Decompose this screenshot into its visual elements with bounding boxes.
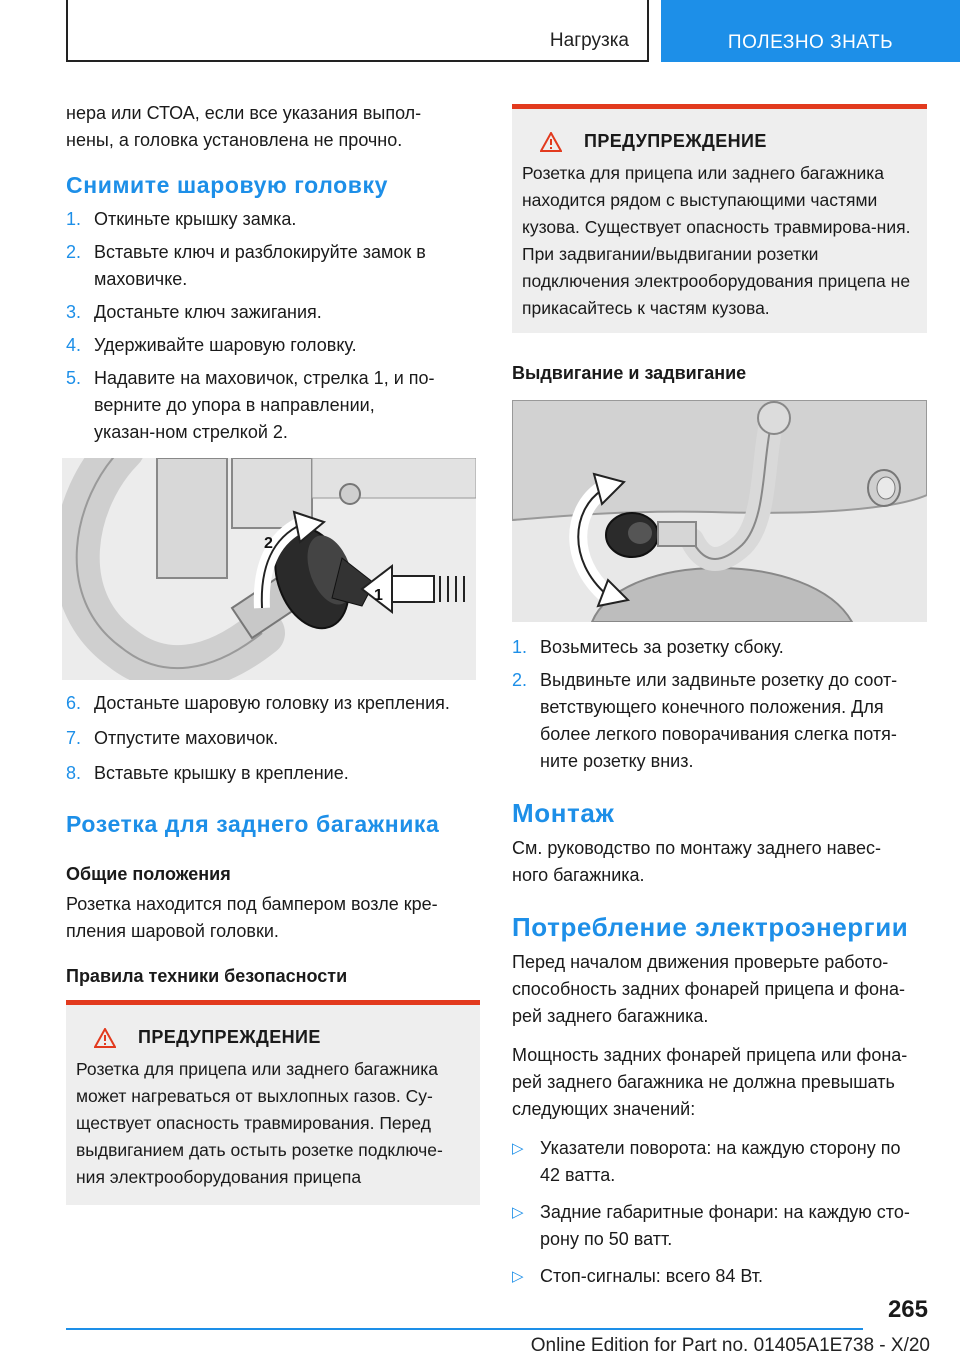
right-column-bottom (512, 634, 927, 1300)
ball-head-figure (62, 458, 476, 680)
list-item: 8. Вставьте крышку в крепление. (66, 763, 349, 783)
list-item: 3. Достаньте ключ зажигания. (66, 302, 322, 322)
mount-heading: Монтаж (512, 798, 615, 828)
ball-head-illustration (62, 458, 476, 680)
mount-text: См. руководство по монтажу заднего навес-ного багажника. (512, 838, 881, 885)
warning-box-right (512, 104, 927, 333)
header-section-box (66, 0, 649, 62)
left-column-top (66, 100, 478, 446)
list-item: 5. Надавите на маховичок, стрелка 1, и по-верните до упора в направлении, указан-ном стрелкой 2. (66, 368, 435, 442)
steps-list-b (66, 690, 478, 787)
general-heading: Общие положения (66, 864, 231, 884)
warning-body: Розетка для прицепа или заднего багажника находится рядом с выступающими частями кузова. Существует опасность травмирова-ния. При задвигании/выдвигании розетки подключения электрооборудования прицепа не прикасайтесь к частям кузова. (522, 163, 911, 318)
header-chapter-tab[interactable] (661, 0, 960, 62)
warning-triangle-icon (94, 1028, 116, 1048)
footer-divider (66, 1328, 863, 1330)
list-item: 4. Удерживайте шаровую головку. (66, 335, 357, 355)
warning-body: Розетка для прицепа или заднего багажника может нагреваться от выхлопных газов. Су-ществует опасность травмирования. Перед выдвиганием дать остыть розетке подключе-ния электрооборудования прицепа (76, 1059, 443, 1187)
general-text: Розетка находится под бампером возле кре-пления шаровой головки. (66, 894, 438, 941)
list-item: 7. Отпустите маховичок. (66, 728, 279, 748)
list-item: 1. Возьмитесь за розетку сбоку. (512, 637, 784, 657)
list-item: ▷ Стоп-сигналы: всего 84 Вт. (512, 1263, 927, 1290)
extend-heading: Выдвигание и задвигание (512, 363, 747, 383)
remove-heading: Снимите шаровую головку (66, 172, 389, 198)
footer-edition: Online Edition for Part no. 01405A1E738 - X/20 (530, 1335, 930, 1356)
warning-triangle-icon (540, 132, 562, 152)
steps-list-right (512, 634, 927, 775)
header-chapter-label: ПОЛЕЗНО ЗНАТЬ (727, 32, 894, 53)
left-column-bottom (66, 690, 478, 989)
steps-list-a (66, 206, 478, 446)
list-item: ▷ Указатели поворота: на каждую сторону по 42 ватта. (512, 1135, 912, 1189)
triangle-bullet-icon: ▷ (512, 1140, 524, 1157)
arrow-label-1: 1 (374, 587, 383, 604)
list-item: 2. Вставьте ключ и разблокируйте замок в маховичке. (66, 242, 426, 289)
socket-heading: Розетка для заднего багажника (66, 811, 440, 837)
page-number: 265 (887, 1296, 928, 1323)
header-section-title: Нагрузка (549, 30, 629, 51)
safety-heading: Правила техники безопасности (66, 966, 348, 986)
extend-heading-wrap (512, 360, 927, 386)
socket-illustration (512, 400, 927, 622)
power-heading: Потребление электроэнергии (512, 912, 909, 942)
power-limits-list (512, 1135, 927, 1290)
list-item: 6. Достаньте шаровую головку из крепления. (66, 693, 450, 713)
triangle-bullet-icon: ▷ (512, 1268, 524, 1285)
socket-figure (512, 400, 927, 622)
list-item: 1. Откиньте крышку замка. (66, 209, 297, 229)
power-text-2: Мощность задних фонарей прицепа или фона-рей заднего багажника не должна превышать следующих значений: (512, 1045, 908, 1119)
warning-title: ПРЕДУПРЕЖДЕНИЕ (522, 131, 915, 152)
warning-title: ПРЕДУПРЕЖДЕНИЕ (76, 1027, 468, 1048)
arrow-label-2: 2 (264, 535, 273, 552)
list-item: ▷ Задние габаритные фонари: на каждую сто-рону по 50 ватт. (512, 1199, 924, 1253)
power-text-1: Перед началом движения проверьте работо-способность задних фонарей прицепа и фона-рей заднего багажника. (512, 952, 905, 1026)
intro-paragraph: нера или СТОА, если все указания выпол-нены, а головка установлена не прочно. (66, 103, 422, 150)
list-item: 2. Выдвиньте или задвиньте розетку до соот-ветствующего конечного положения. Для более легкого поворачивания слегка потя-ните розетку вниз. (512, 670, 898, 771)
triangle-bullet-icon: ▷ (512, 1204, 524, 1221)
warning-box-left (66, 1000, 480, 1205)
